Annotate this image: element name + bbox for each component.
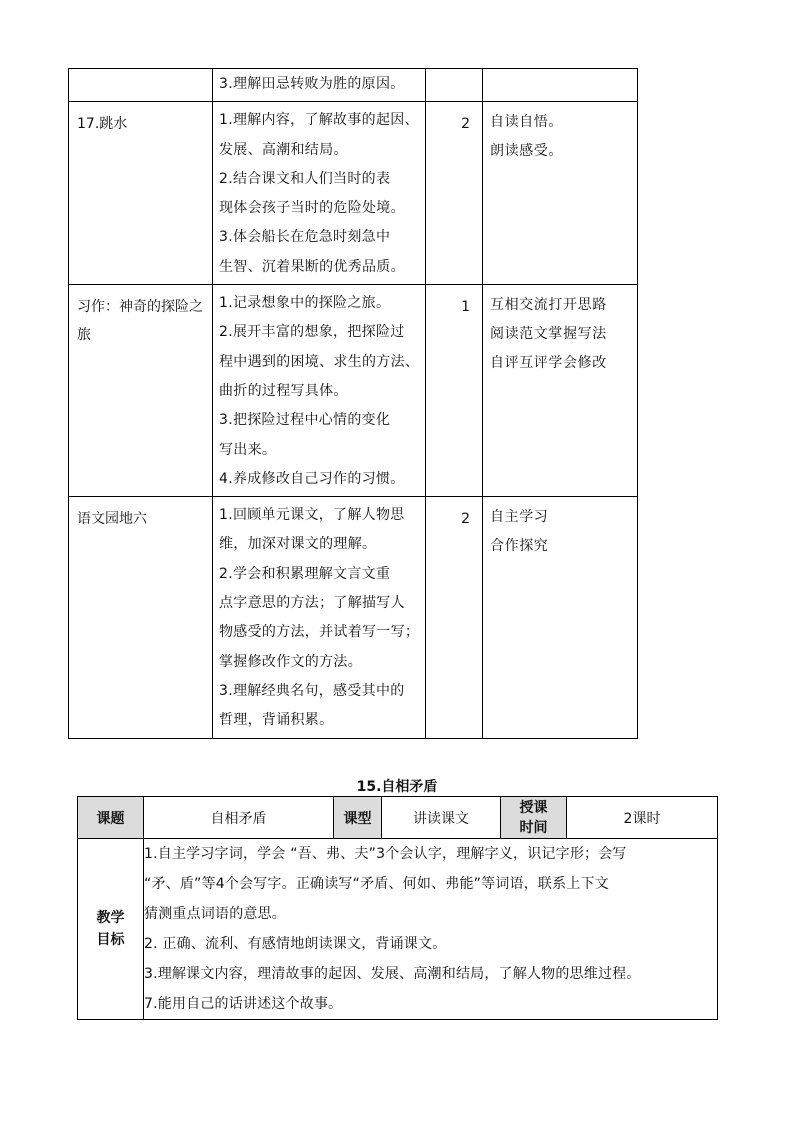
goals-label-line-2: 目标 bbox=[96, 932, 125, 948]
methods-cell bbox=[483, 69, 638, 102]
hours-cell: 1 bbox=[426, 285, 483, 497]
objective-line: 1.回顾单元课文，了解人物思 bbox=[219, 507, 405, 524]
lesson-header-row bbox=[78, 797, 718, 839]
page-title: 15.自相矛盾 bbox=[356, 779, 438, 795]
goal-line: 7.能用自己的话讲述这个故事。 bbox=[144, 996, 343, 1012]
objective-line: 掌握修改作文的方法。 bbox=[219, 653, 362, 670]
methods-cell bbox=[483, 102, 638, 285]
time-label-line-1: 授课 bbox=[519, 799, 548, 816]
objective-line: 3.把探险过程中心情的变化 bbox=[219, 412, 391, 429]
lesson-table bbox=[77, 796, 718, 1020]
hours-cell: 2 bbox=[426, 497, 483, 738]
unit-plan-table bbox=[68, 68, 638, 739]
lesson-goals-row bbox=[78, 839, 718, 1020]
lesson-title-cell: 语文园地六 bbox=[69, 497, 213, 738]
method-line: 互相交流打开思路 bbox=[490, 297, 607, 314]
hours-cell: 2 bbox=[426, 102, 483, 285]
table-row bbox=[69, 69, 638, 102]
goal-line: 猜测重点词语的意思。 bbox=[144, 906, 286, 922]
table-row bbox=[69, 285, 638, 497]
objective-line: 维，加深对课文的理解。 bbox=[219, 536, 377, 553]
method-line: 自主学习 bbox=[490, 509, 549, 526]
methods-cell bbox=[483, 285, 638, 497]
goal-line: 3.理解课文内容，理清故事的起因、发展、高潮和结局，了解人物的思维过程。 bbox=[144, 966, 641, 982]
time-value: 2课时 bbox=[567, 797, 718, 839]
objectives-cell bbox=[213, 285, 426, 497]
goal-line: “矛、盾”等4个会写字。正确读写“矛盾、何如、弗能”等词语，联系上下文 bbox=[144, 876, 609, 892]
objective-line: 发展、高潮和结局。 bbox=[219, 141, 348, 158]
hours-cell bbox=[426, 69, 483, 102]
objective-line: 2.学会和积累理解文言文重 bbox=[219, 565, 391, 582]
objective-line: 点字意思的方法；了解描写人 bbox=[219, 595, 405, 612]
objective-line: 生智、沉着果断的优秀品质。 bbox=[219, 258, 405, 275]
objective-line: 2.结合课文和人们当时的表 bbox=[219, 170, 391, 187]
goals-content bbox=[144, 839, 718, 1020]
objective-line: 4.养成修改自己习作的习惯。 bbox=[219, 470, 405, 487]
objectives-cell bbox=[213, 102, 426, 285]
lesson-title-cell: 17.跳水 bbox=[69, 102, 213, 285]
method-line: 阅读范文掌握写法 bbox=[490, 326, 607, 343]
method-line: 合作探究 bbox=[490, 538, 549, 555]
table-row bbox=[69, 497, 638, 738]
type-value: 讲读课文 bbox=[382, 797, 501, 839]
method-line: 自读自悟。 bbox=[490, 114, 563, 131]
lesson-title-cell: 习作：神奇的探险之旅 bbox=[69, 285, 213, 497]
objectives-cell bbox=[213, 497, 426, 738]
goals-label-line-1: 教学 bbox=[96, 910, 125, 926]
objective-line: 物感受的方法，并试着写一写； bbox=[219, 624, 420, 641]
objective-line: 3.体会船长在危急时刻急中 bbox=[219, 229, 391, 246]
topic-value: 自相矛盾 bbox=[144, 797, 334, 839]
method-line: 自评互评学会修改 bbox=[490, 355, 607, 372]
time-label-line-2: 时间 bbox=[519, 819, 548, 836]
method-line: 朗读感受。 bbox=[490, 143, 563, 160]
goal-line: 1.自主学习字词，学会 “吾、弗、夫”3个会认字，理解字义，识记字形；会写 bbox=[144, 846, 627, 862]
objective-line: 哲理，背诵积累。 bbox=[219, 712, 334, 729]
objective-line: 3.理解经典名句，感受其中的 bbox=[219, 682, 405, 699]
type-label: 课型 bbox=[334, 797, 382, 839]
objective-line: 2.展开丰富的想象，把探险过 bbox=[219, 324, 405, 341]
objective-line: 现体会孩子当时的危险处境。 bbox=[219, 200, 405, 217]
goals-label bbox=[78, 839, 144, 1020]
objective-line: 1.记录想象中的探险之旅。 bbox=[219, 295, 391, 312]
objective-line: 写出来。 bbox=[219, 441, 277, 458]
goal-line: 2. 正确、流利、有感情地朗读课文，背诵课文。 bbox=[144, 936, 447, 952]
methods-cell bbox=[483, 497, 638, 738]
objective-line: 曲折的过程写具体。 bbox=[219, 382, 348, 399]
objective-line: 程中遇到的困境、求生的方法、 bbox=[219, 353, 420, 370]
topic-label: 课题 bbox=[78, 797, 144, 839]
table-row bbox=[69, 102, 638, 285]
objectives-cell bbox=[213, 69, 426, 102]
objective-line: 3.理解田忌转败为胜的原因。 bbox=[219, 76, 405, 92]
objective-line: 1.理解内容，了解故事的起因、 bbox=[219, 112, 419, 129]
time-label bbox=[501, 797, 567, 839]
lesson-title-cell bbox=[69, 69, 213, 102]
